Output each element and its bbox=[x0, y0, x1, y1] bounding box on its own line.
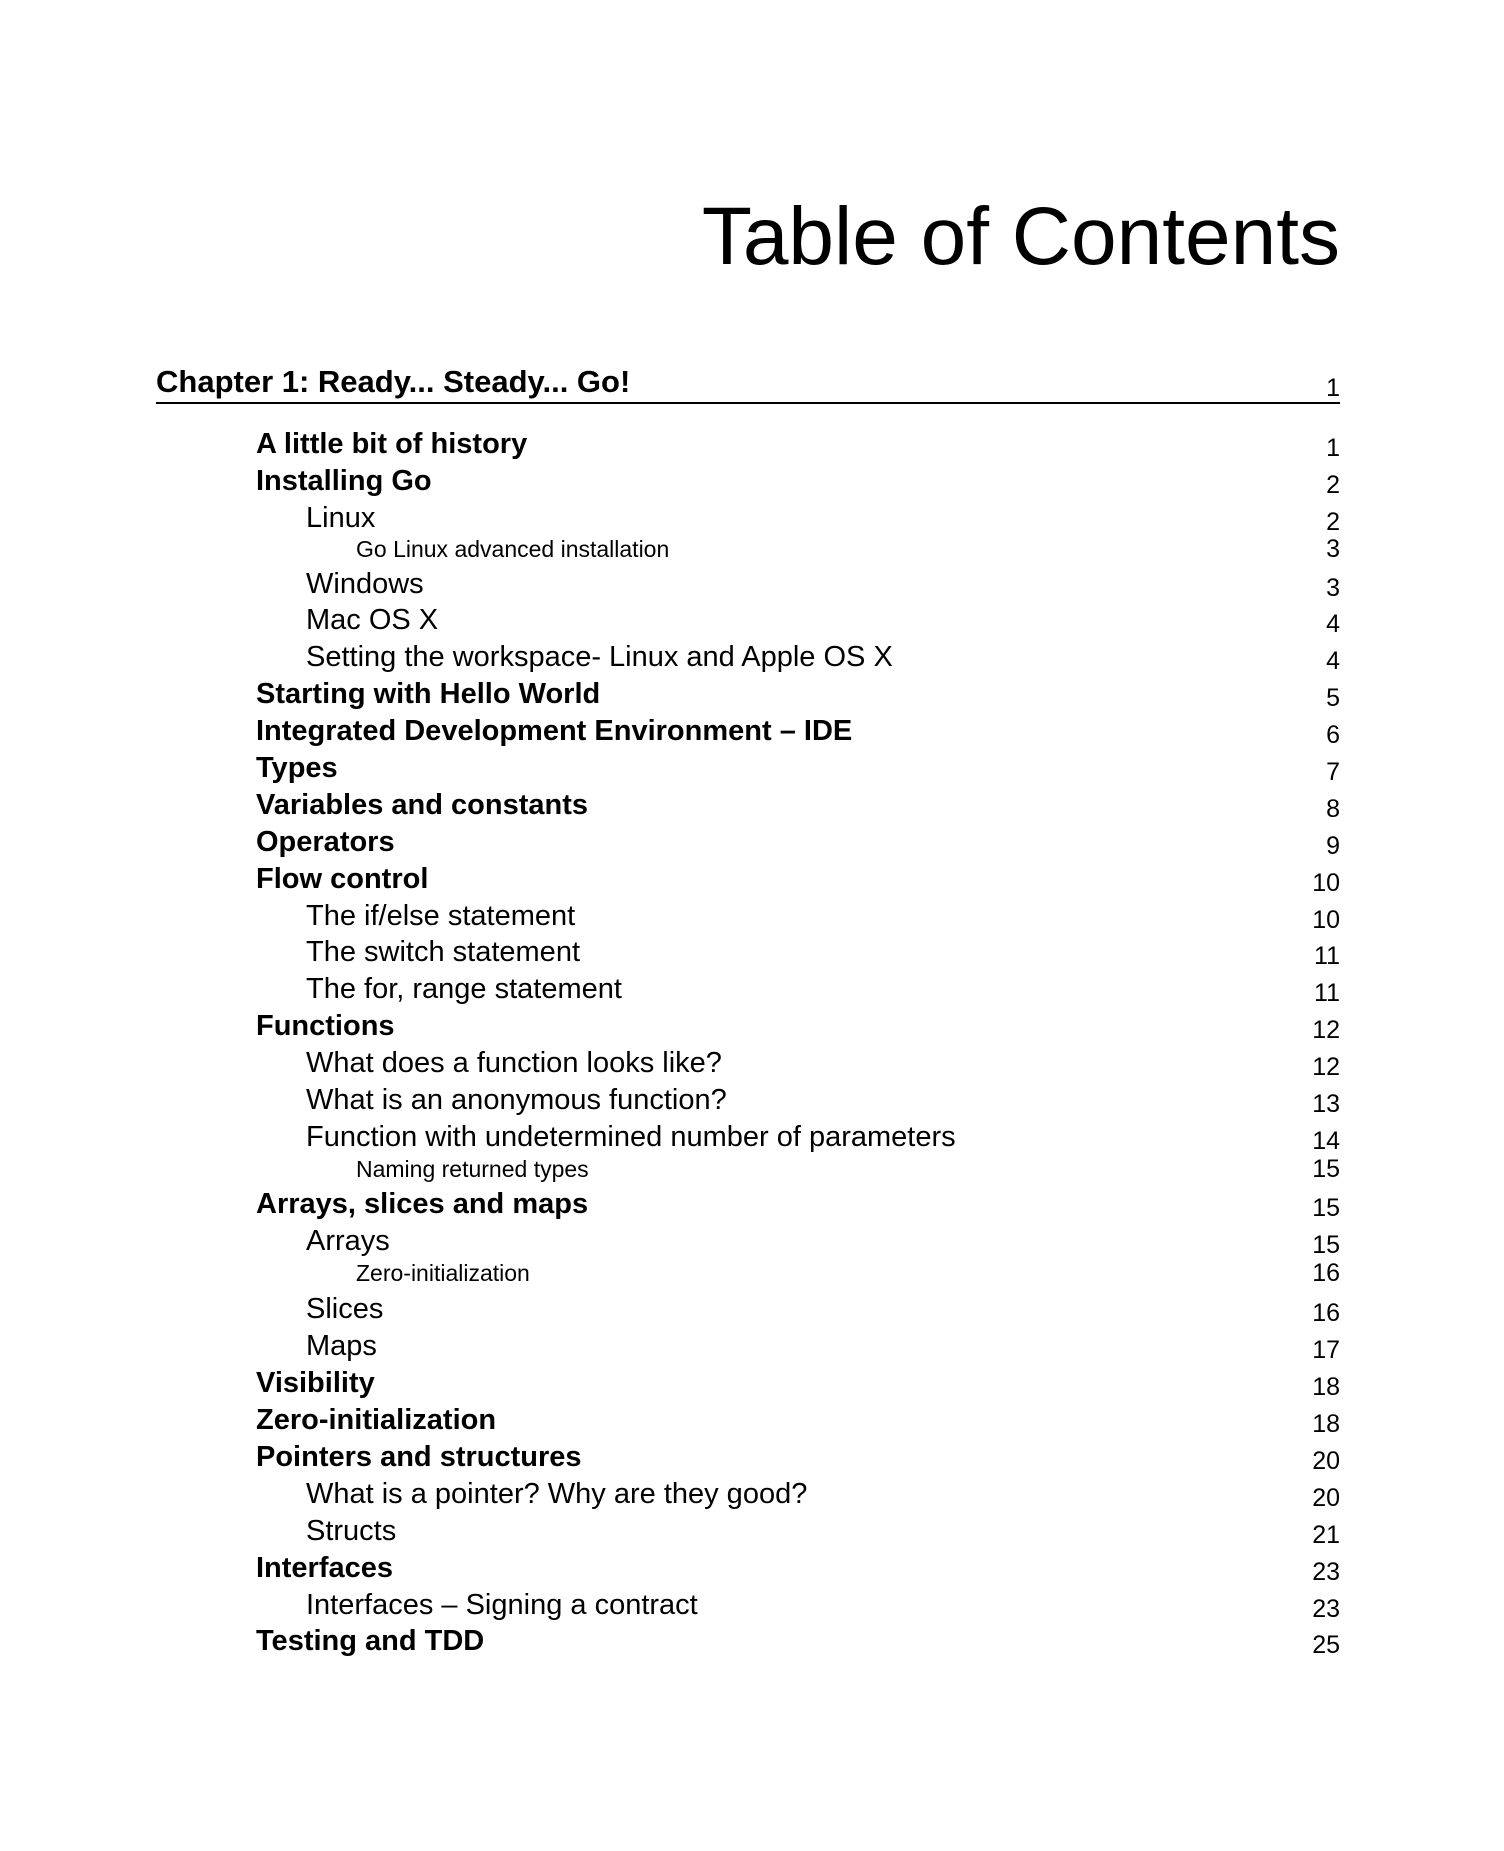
toc-entry-label: Windows bbox=[306, 568, 424, 600]
toc-entry-label: The for, range statement bbox=[306, 973, 622, 1005]
toc-entry[interactable] bbox=[0, 1008, 1504, 1044]
page-title: Table of Contents bbox=[701, 191, 1340, 282]
toc-entry-page-number: 23 bbox=[1312, 1558, 1340, 1586]
toc-entry-page-number: 20 bbox=[1312, 1447, 1340, 1475]
toc-entry-page-number: 25 bbox=[1312, 1631, 1340, 1659]
toc-entry-page-number: 23 bbox=[1312, 1595, 1340, 1623]
toc-entry-page-number: 5 bbox=[1326, 684, 1340, 712]
toc-entry-page-number: 14 bbox=[1312, 1127, 1340, 1155]
toc-entry-page-number: 16 bbox=[1312, 1299, 1340, 1327]
toc-entry-label: Integrated Development Environment – IDE bbox=[256, 715, 853, 747]
toc-entry-page-number: 9 bbox=[1326, 832, 1340, 860]
toc-entry-page-number: 10 bbox=[1312, 869, 1340, 897]
toc-entry-label: What does a function looks like? bbox=[306, 1047, 722, 1079]
toc-entry[interactable] bbox=[0, 898, 1504, 934]
toc-entry[interactable] bbox=[0, 1291, 1504, 1327]
toc-entry[interactable] bbox=[0, 1186, 1504, 1222]
toc-entry[interactable] bbox=[0, 1223, 1504, 1259]
toc-entry[interactable] bbox=[0, 1587, 1504, 1623]
chapter-page-number: 1 bbox=[1326, 374, 1340, 402]
toc-entry[interactable] bbox=[0, 1119, 1504, 1155]
toc-entry[interactable] bbox=[0, 787, 1504, 823]
toc-entry-label: Interfaces – Signing a contract bbox=[306, 1589, 698, 1621]
toc-entry[interactable] bbox=[0, 1402, 1504, 1438]
toc-entry[interactable] bbox=[0, 824, 1504, 860]
toc-entry-label: Variables and constants bbox=[256, 789, 589, 821]
toc-entry[interactable] bbox=[0, 1255, 1504, 1291]
toc-entry-page-number: 12 bbox=[1312, 1053, 1340, 1081]
toc-entry-page-number: 3 bbox=[1326, 574, 1340, 602]
toc-entry-page-number: 8 bbox=[1326, 795, 1340, 823]
toc-entry-page-number: 17 bbox=[1312, 1336, 1340, 1364]
toc-entry-label: Structs bbox=[306, 1515, 397, 1547]
toc-entry-label: Operators bbox=[256, 826, 395, 858]
toc-entry-page-number: 4 bbox=[1326, 647, 1340, 675]
toc-entry-label: Visibility bbox=[256, 1367, 375, 1399]
toc-entry[interactable] bbox=[0, 934, 1504, 970]
toc-entry-label: What is an anonymous function? bbox=[306, 1084, 727, 1116]
toc-entry-label: Starting with Hello World bbox=[256, 678, 601, 710]
toc-entry-page-number: 16 bbox=[1312, 1259, 1340, 1287]
toc-entry-label: Pointers and structures bbox=[256, 1441, 582, 1473]
toc-entry[interactable] bbox=[0, 566, 1504, 602]
toc-entry[interactable] bbox=[0, 861, 1504, 897]
toc-entry-label: Arrays bbox=[306, 1225, 390, 1257]
toc-entry-label: The switch statement bbox=[306, 936, 580, 968]
toc-entry-label: Interfaces bbox=[256, 1552, 394, 1584]
toc-entry-page-number: 4 bbox=[1326, 610, 1340, 638]
toc-entry[interactable] bbox=[0, 602, 1504, 638]
toc-entry[interactable] bbox=[0, 639, 1504, 675]
chapter-heading[interactable] bbox=[156, 362, 1340, 404]
toc-entry-label: A little bit of history bbox=[256, 428, 528, 460]
toc-entry-page-number: 10 bbox=[1312, 906, 1340, 934]
toc-entry[interactable] bbox=[0, 1550, 1504, 1586]
toc-entry-page-number: 11 bbox=[1314, 979, 1340, 1007]
toc-entry[interactable] bbox=[0, 1045, 1504, 1081]
toc-entry[interactable] bbox=[0, 463, 1504, 499]
toc-entry-label: Arrays, slices and maps bbox=[256, 1188, 589, 1220]
toc-entry[interactable] bbox=[0, 750, 1504, 786]
toc-entry-label: Go Linux advanced installation bbox=[356, 536, 670, 562]
toc-entry-page-number: 1 bbox=[1326, 434, 1340, 462]
toc-entry-label: Naming returned types bbox=[356, 1156, 589, 1182]
toc-entry-label: Flow control bbox=[256, 863, 429, 895]
toc-entry-label: Zero-initialization bbox=[256, 1404, 497, 1436]
toc-entry-label: Zero-initialization bbox=[356, 1260, 530, 1286]
toc-entry[interactable] bbox=[0, 1439, 1504, 1475]
toc-entry-page-number: 21 bbox=[1312, 1521, 1340, 1549]
toc-entry[interactable] bbox=[0, 1513, 1504, 1549]
toc-entry-page-number: 15 bbox=[1312, 1155, 1340, 1183]
toc-entry-label: Testing and TDD bbox=[256, 1625, 485, 1657]
toc-entry[interactable] bbox=[0, 1151, 1504, 1187]
toc-entry[interactable] bbox=[0, 1476, 1504, 1512]
toc-entry-label: Installing Go bbox=[256, 465, 432, 497]
toc-entry-page-number: 3 bbox=[1326, 535, 1340, 563]
toc-entry[interactable] bbox=[0, 531, 1504, 567]
toc-entry-page-number: 18 bbox=[1312, 1373, 1340, 1401]
toc-entry-page-number: 2 bbox=[1326, 508, 1340, 536]
toc-entry-page-number: 12 bbox=[1312, 1016, 1340, 1044]
toc-entry[interactable] bbox=[0, 1328, 1504, 1364]
toc-entry-label: What is a pointer? Why are they good? bbox=[306, 1478, 808, 1510]
toc-entry[interactable] bbox=[0, 676, 1504, 712]
toc-entry[interactable] bbox=[0, 1082, 1504, 1118]
toc-entry[interactable] bbox=[0, 713, 1504, 749]
toc-entry[interactable] bbox=[0, 1365, 1504, 1401]
toc-entry-label: Slices bbox=[306, 1293, 384, 1325]
toc-entry[interactable] bbox=[0, 426, 1504, 462]
toc-entry[interactable] bbox=[0, 1623, 1504, 1659]
toc-entry-label: Linux bbox=[306, 502, 376, 534]
toc-entry-label: Mac OS X bbox=[306, 604, 439, 636]
toc-entry-label: Maps bbox=[306, 1330, 377, 1362]
chapter-title: Chapter 1: Ready... Steady... Go! bbox=[156, 364, 631, 399]
toc-entry-label: Functions bbox=[256, 1010, 395, 1042]
toc-entry-label: Function with undetermined number of parameters bbox=[306, 1121, 956, 1153]
toc-entry-page-number: 18 bbox=[1312, 1410, 1340, 1438]
toc-entry-page-number: 15 bbox=[1312, 1194, 1340, 1222]
toc-entry-label: The if/else statement bbox=[306, 900, 576, 932]
toc-entry[interactable] bbox=[0, 971, 1504, 1007]
toc-entry-label: Setting the workspace- Linux and Apple OS X bbox=[306, 641, 893, 673]
toc-entry-page-number: 6 bbox=[1326, 721, 1340, 749]
toc-entry-page-number: 20 bbox=[1312, 1484, 1340, 1512]
toc-entry-page-number: 11 bbox=[1314, 942, 1340, 970]
toc-entry-page-number: 15 bbox=[1312, 1231, 1340, 1259]
toc-entry-page-number: 7 bbox=[1326, 758, 1340, 786]
toc-entry-page-number: 13 bbox=[1312, 1090, 1340, 1118]
toc-entry-label: Types bbox=[256, 752, 338, 784]
toc-entry-page-number: 2 bbox=[1326, 471, 1340, 499]
